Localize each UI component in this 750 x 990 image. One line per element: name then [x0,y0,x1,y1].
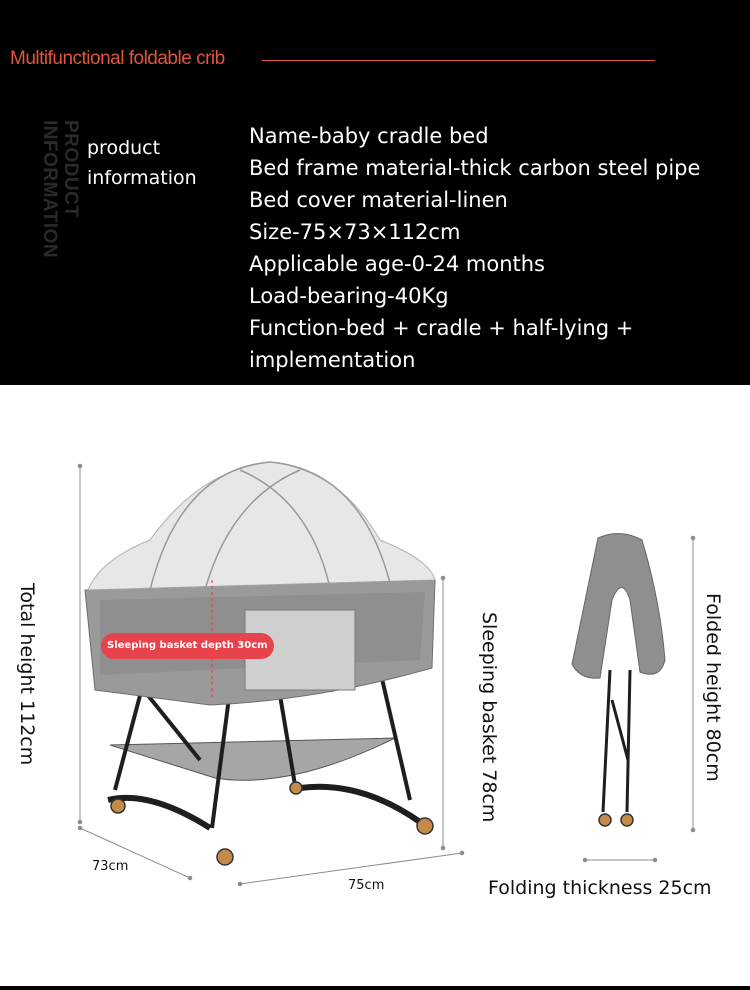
folding-thickness-label: Folding thickness 25cm [488,877,712,899]
spec-list [249,120,700,376]
basket-depth-badge: Sleeping basket depth 30cm [101,633,274,659]
spec-item: Bed frame material-thick carbon steel pipe [249,156,701,180]
side-vertical-label [39,120,81,258]
wheel [290,782,302,794]
spec-item: Function-bed + cradle + half-lying + [249,316,634,340]
spec-item: implementation [249,348,416,372]
bottom-divider [0,986,750,990]
length-label: 75cm [348,878,385,893]
product-info-banner [0,0,750,385]
wheel [217,849,233,865]
rocker-back [300,787,420,822]
folded-wheels [599,814,633,826]
wheel [599,814,611,826]
title-divider [262,60,655,61]
product-info-line-1: product [87,137,161,159]
product-info-line-2: information [87,167,197,189]
side-label-line-1: PRODUCT [60,120,81,218]
lower-storage-basket [110,738,395,780]
folded-height-label: Folded height 80cm [702,593,724,782]
folded-fabric [572,533,665,678]
sleeping-basket-height-label: Sleeping basket 78cm [478,612,500,823]
spec-item: Size-75×73×112cm [249,220,461,244]
banner-title: Multifunctional foldable crib [10,48,225,69]
folded-frame [603,670,630,812]
width-label: 73cm [92,859,129,874]
wheel [417,818,433,834]
open-crib [85,462,435,865]
folded-crib [572,533,665,826]
total-height-label: Total height 112cm [16,583,38,766]
product-info-label [87,133,197,193]
wheel [621,814,633,826]
spec-item: Name-baby cradle bed [249,124,489,148]
side-label-line-2: INFORMATION [39,120,60,259]
spec-item: Bed cover material-linen [249,188,508,212]
crib-wheels [111,782,433,865]
spec-item: Load-bearing-40Kg [249,284,449,308]
wheel [111,799,125,813]
spec-item: Applicable age-0-24 months [249,252,545,276]
